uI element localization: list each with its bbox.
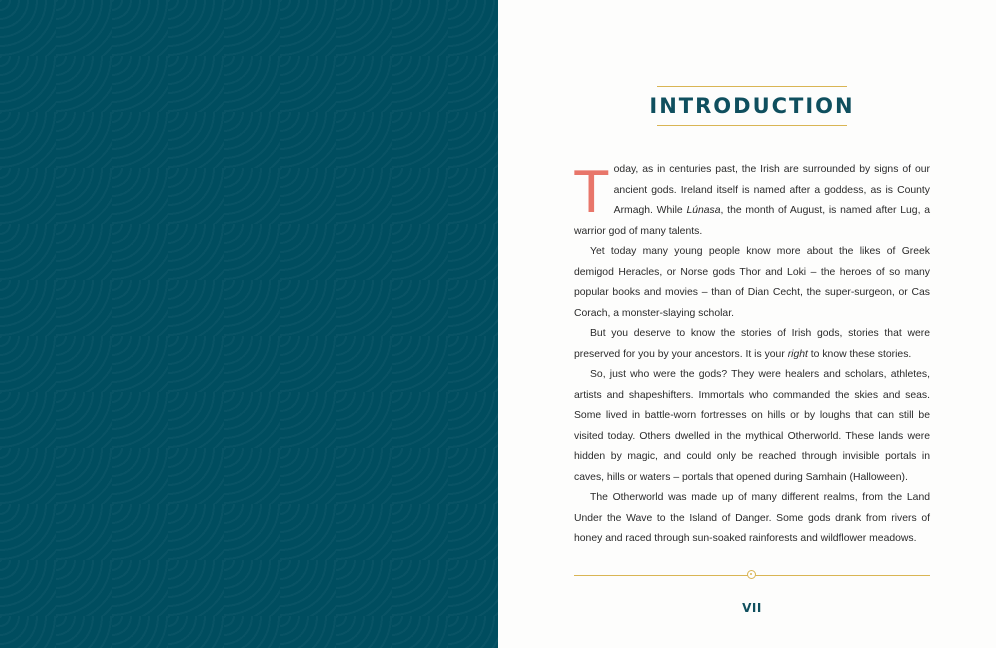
paragraph-1 (574, 160, 930, 242)
page-number: VII (742, 601, 762, 615)
paragraph-1-text: oday, as in centuries past, the Irish are surrounded by signs of our ancient gods. Ireland itself is named after a goddess, as is County Armagh. While (613, 164, 930, 216)
page-title: INTRODUCTION (649, 94, 855, 118)
paragraph-3-text: But you deserve to know the stories of Irish gods, stories that were preserved for you by your ancestors. It is your (574, 328, 930, 360)
drop-cap: T (573, 158, 610, 225)
title-frame (649, 86, 855, 126)
paragraph-2: Yet today many young people know more about the likes of Greek demigod Heracles, or Norse gods Thor and Loki – the heroes of so many popular books and movies – than of Dian Cecht, the super-surgeon, or Cas Corach, a monster-slaying scholar. (574, 246, 930, 319)
paragraph-4: So, just who were the gods? They were healers and scholars, athletes, artists and shapeshifters. Immortals who commanded the skies and seas. Some lived in battle-worn fortresses on hills or by loughs that can still be visited today. Others dwelled in the mythical Otherworld. These lands were hidden by magic, and could only be reached through invisible portals in caves, hills or waters – portals that opened during Samhain (Halloween). (574, 369, 930, 483)
right-page (498, 0, 996, 648)
paragraph-3-end: to know these stories. (807, 348, 912, 360)
paragraph-3 (574, 324, 930, 365)
body-text (574, 160, 930, 550)
paragraph-1-italic: Lúnasa (686, 205, 721, 216)
paragraph-3-italic: right (787, 348, 808, 360)
circle-ornament-icon (747, 570, 756, 579)
paragraph-5: The Otherworld was made up of many different realms, from the Land Under the Wave to the Island of Danger. Some gods drank from rivers of honey and raced through sun-soaked rainforests and wildflower meadows. (574, 492, 930, 544)
paragraph-1-end: , the month of August, is named after Lug, a warrior god of many talents. (574, 205, 930, 237)
